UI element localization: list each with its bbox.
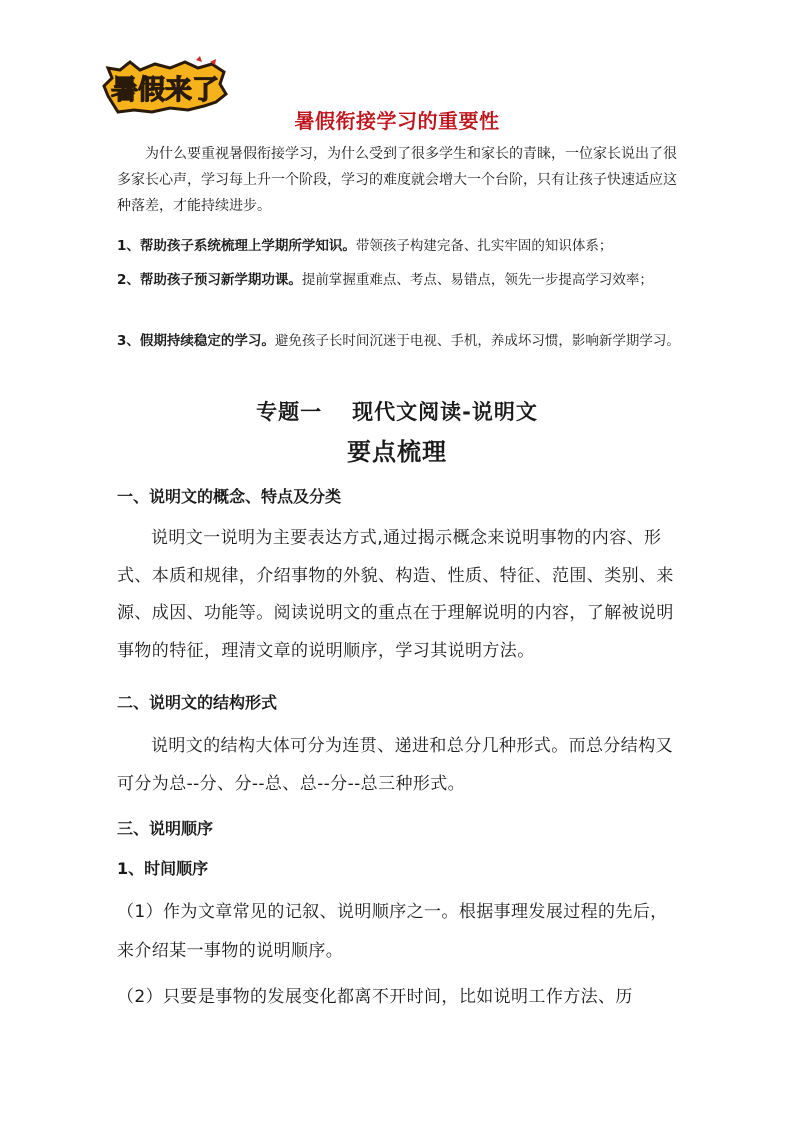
section-1-heading: 一、说明文的概念、特点及分类 bbox=[117, 487, 342, 506]
section-1-body: 说明文一说明为主要表达方式,通过揭示概念来说明事物的内容、形式、本质和规律，介绍事物的外貌、构造、性质、特征、范围、类别、来源、成因、功能等。阅读说明文的重点在于理解说明的内容，了解被说明事物的特征，理清文章的说明顺序，学习其说明方法。 bbox=[117, 528, 674, 661]
page-title: 暑假衔接学习的重要性 bbox=[294, 109, 500, 133]
section-3-sub1: 1、时间顺序 bbox=[117, 859, 209, 878]
point-3-text: 避免孩子长时间沉迷于电视、手机，养成坏习惯，影响新学期学习。 bbox=[274, 333, 680, 349]
point-1 bbox=[117, 233, 683, 259]
point-2-text: 提前掌握重难点、考点、易错点，领先一步提高学习效率； bbox=[301, 272, 653, 288]
topic-title-part2: 现代文阅读-说明文 bbox=[352, 400, 538, 424]
intro-paragraph: 为什么要重视暑假衔接学习，为什么受到了很多学生和家长的青睐，一位家长说出了很多家长心声，学习每上升一个阶段，学习的难度就会增大一个台阶，只有让孩子快速适应这种落差，才能持续进步。 bbox=[117, 146, 677, 214]
topic-title-part1: 专题一 bbox=[256, 400, 323, 424]
topic-title bbox=[0, 396, 794, 426]
point-1-bold: 1、帮助孩子系统梳理上学期所学知识。 bbox=[117, 238, 356, 254]
section-3-item-1: （1）作为文章常见的记叙、说明顺序之一。根据事理发展过程的先后，来介绍某一事物的说明顺序。 bbox=[117, 902, 668, 961]
logo-text: 暑假来了 bbox=[111, 75, 219, 106]
point-1-text: 带领孩子构建完备、扎实牢固的知识体系； bbox=[355, 238, 613, 254]
point-2-bold: 2、帮助孩子预习新学期功课。 bbox=[117, 272, 302, 288]
point-3 bbox=[117, 328, 683, 354]
point-3-bold: 3、假期持续稳定的学习。 bbox=[117, 333, 275, 349]
section-2-body: 说明文的结构大体可分为连贯、递进和总分几种形式。而总分结构又可分为总--分、分--总、总--分--总三种形式。 bbox=[117, 736, 673, 794]
section-3-heading: 三、说明顺序 bbox=[117, 819, 214, 838]
point-2 bbox=[117, 267, 683, 293]
section-2-heading: 二、说明文的结构形式 bbox=[117, 693, 278, 712]
topic-subtitle: 要点梳理 bbox=[347, 438, 447, 466]
section-3-item-2: （2）只要是事物的发展变化都离不开时间，比如说明工作方法、历 bbox=[117, 987, 633, 1007]
